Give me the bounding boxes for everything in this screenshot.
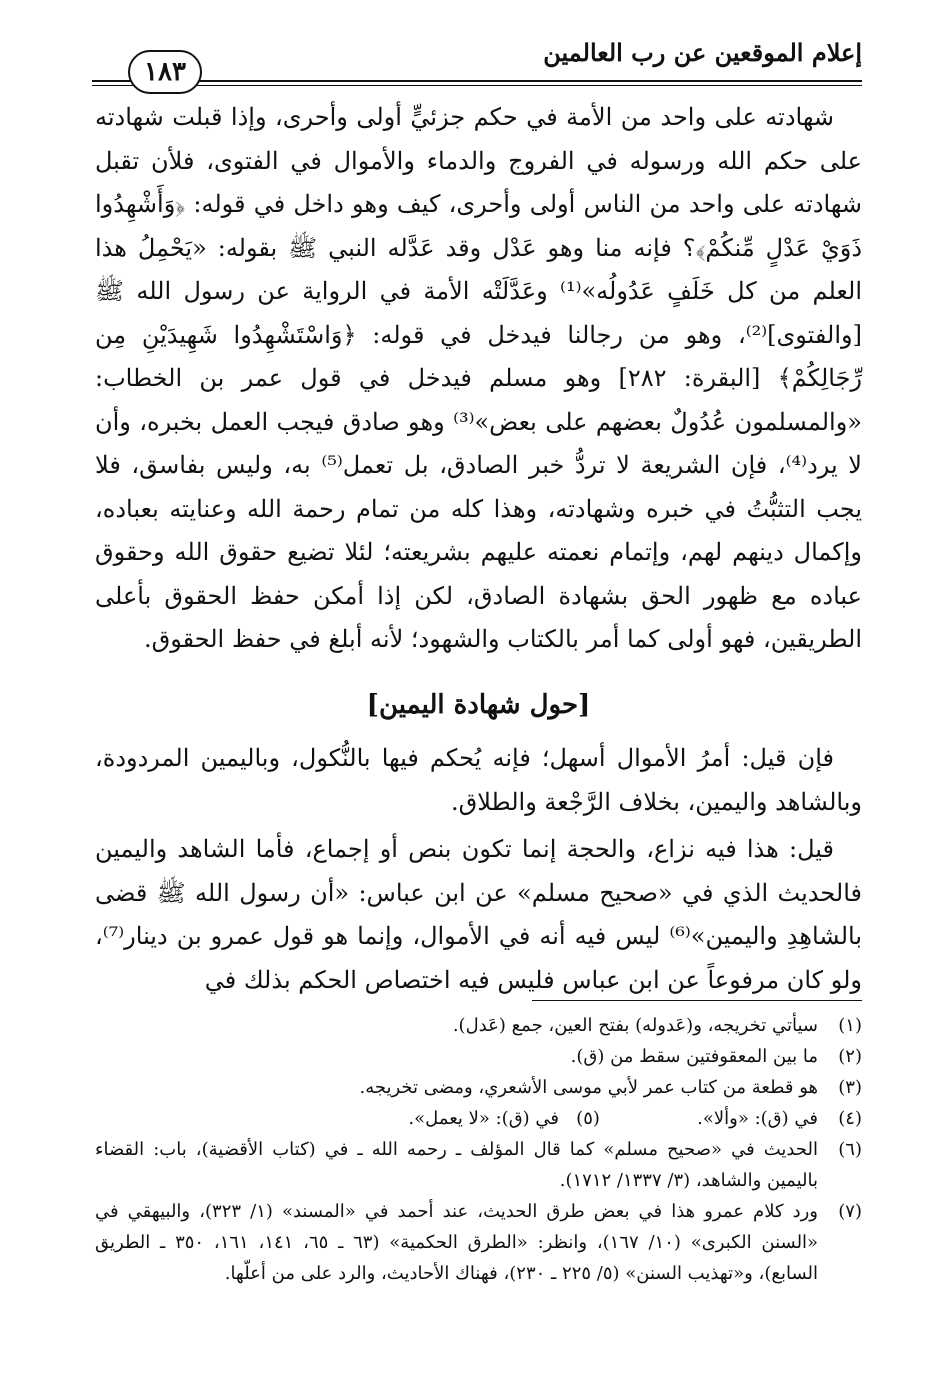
footnote-text: سيأتي تخريجه، و(عَدوله) بفتح العين، جمع (عَدل). (452, 1015, 818, 1036)
footnote-text: ما بين المعقوفتين سقط من (ق). (570, 1046, 818, 1067)
paragraph: شهادته على واحد من الأمة في حكم جزئيٍّ أولى وأحرى، وإذا قبلت شهادته على حكم الله ورسوله في الفروج والدماء والأموال في الفتوى، فلأن تقبل شهادته على واحد من الناس أولى وأحرى، كيف وهو داخل في قوله: ﴿وَأَشْهِدُوا ذَوَيْ عَدْلٍ مِّنكُمْ﴾؟ فإنه منا وهو عَدْل وقد عَدَّله النبي ﷺ بقوله: «يَحْمِلُ هذا العلم من كل خَلَفٍ عَدُولُه»⁽¹⁾ وعَدَّلَتْه الأمة في الرواية عن رسول الله ﷺ [والفتوى]⁽²⁾، وهو من رجالنا فيدخل في قوله: ﴿وَاسْتَشْهِدُوا شَهِيدَيْنِ مِن رِّجَالِكُمْ﴾ [البقرة: ٢٨٢] وهو مسلم فيدخل في قول عمر بن الخطاب: «والمسلمون عُدُولٌ بعضهم على بعض»⁽³⁾ وهو صادق فيجب العمل بخبره، وأن لا يرد⁽⁴⁾، فإن الشريعة لا تردُّ خبر الصادق، بل تعمل⁽⁵⁾ به، وليس بفاسق، فلا يجب التثبُّتُ في خبره وشهادته، وهذا كله من تمام رحمة الله وعنايته بعباده، وإكمال دينهم لهم، وإتمام نعمته عليهم بشريعته؛ لئلا تضيع حقوق الله وحقوق عباده مع ظهور الحق بشهادة الصادق، لكن إذا أمكن حفظ الحقوق بأعلى الطريقين، فهو أولى كما أمر بالكتاب والشهود؛ لأنه أبلغ في حفظ الحقوق. (95, 103, 863, 653)
footnote-number: (١) (838, 1015, 862, 1036)
main-text (95, 96, 862, 1002)
footnote-number: (٤) (838, 1108, 862, 1129)
footnote-number: (٣) (838, 1077, 862, 1098)
footnote-text: في (ق): «وألا». (٥) في (ق): «لا يعمل». (408, 1108, 818, 1129)
footnote (95, 1010, 862, 1041)
footnote (95, 1041, 862, 1072)
footnote (95, 1196, 862, 1289)
paragraph: قيل: هذا فيه نزاع، والحجة إنما تكون بنص أو إجماع، فأما الشاهد واليمين فالحديث الذي في «صحيح مسلم» عن ابن عباس: «أن رسول الله ﷺ قضى بالشاهِدِ واليمين»⁽⁶⁾ ليس فيه أنه في الأموال، وإنما هو قول عمرو بن دينار⁽⁷⁾، ولو كان مرفوعاً عن ابن عباس فليس فيه اختصاص الحكم بذلك في (95, 835, 862, 994)
footnote-text: الحديث في «صحيح مسلم» كما قال المؤلف ـ رحمه الله ـ في (كتاب الأقضية)، باب: القضاء باليمين والشاهد، (٣/ ١٣٣٧/ ١٧١٢). (95, 1139, 818, 1191)
footnote-text: هو قطعة من كتاب عمر لأبي موسى الأشعري، ومضى تخريجه. (359, 1077, 818, 1098)
footnote-text: ورد كلام عمرو هذا في بعض طرق الحديث، عند أحمد في «المسند» (١/ ٣٢٣)، والبيهقي في «السنن الكبرى» (١٠/ ١٦٧)، وانظر: «الطرق الحكمية» (٦٣ ـ ٦٥، ١٤١، ١٦١، ٣٥٠ ـ الطريق السابع)، و«تهذيب السنن» (٥/ ٢٢٥ ـ ٢٣٠)، فهناك الأحاديث، والرد على من أعلّها. (95, 1201, 819, 1284)
footnote-separator (532, 1000, 862, 1001)
footnote-number: (٢) (838, 1046, 862, 1067)
footnotes (95, 1010, 862, 1289)
footnote-number: (٧) (838, 1201, 862, 1222)
header-rule (92, 80, 862, 86)
footnote (95, 1072, 862, 1103)
paragraph: فإن قيل: أمرُ الأموال أسهل؛ فإنه يُحكم فيها بالنُّكول، وباليمين المردودة، وبالشاهد واليمين، بخلاف الرَّجْعة والطلاق. (95, 744, 862, 816)
running-title: إعلام الموقعين عن رب العالمين (543, 38, 862, 67)
page-number: ١٨٣ (128, 50, 202, 94)
footnote (95, 1134, 862, 1196)
footnote (95, 1103, 862, 1134)
section-heading: [حول شهادة اليمين] (366, 689, 591, 720)
footnote-number: (٦) (838, 1139, 862, 1160)
